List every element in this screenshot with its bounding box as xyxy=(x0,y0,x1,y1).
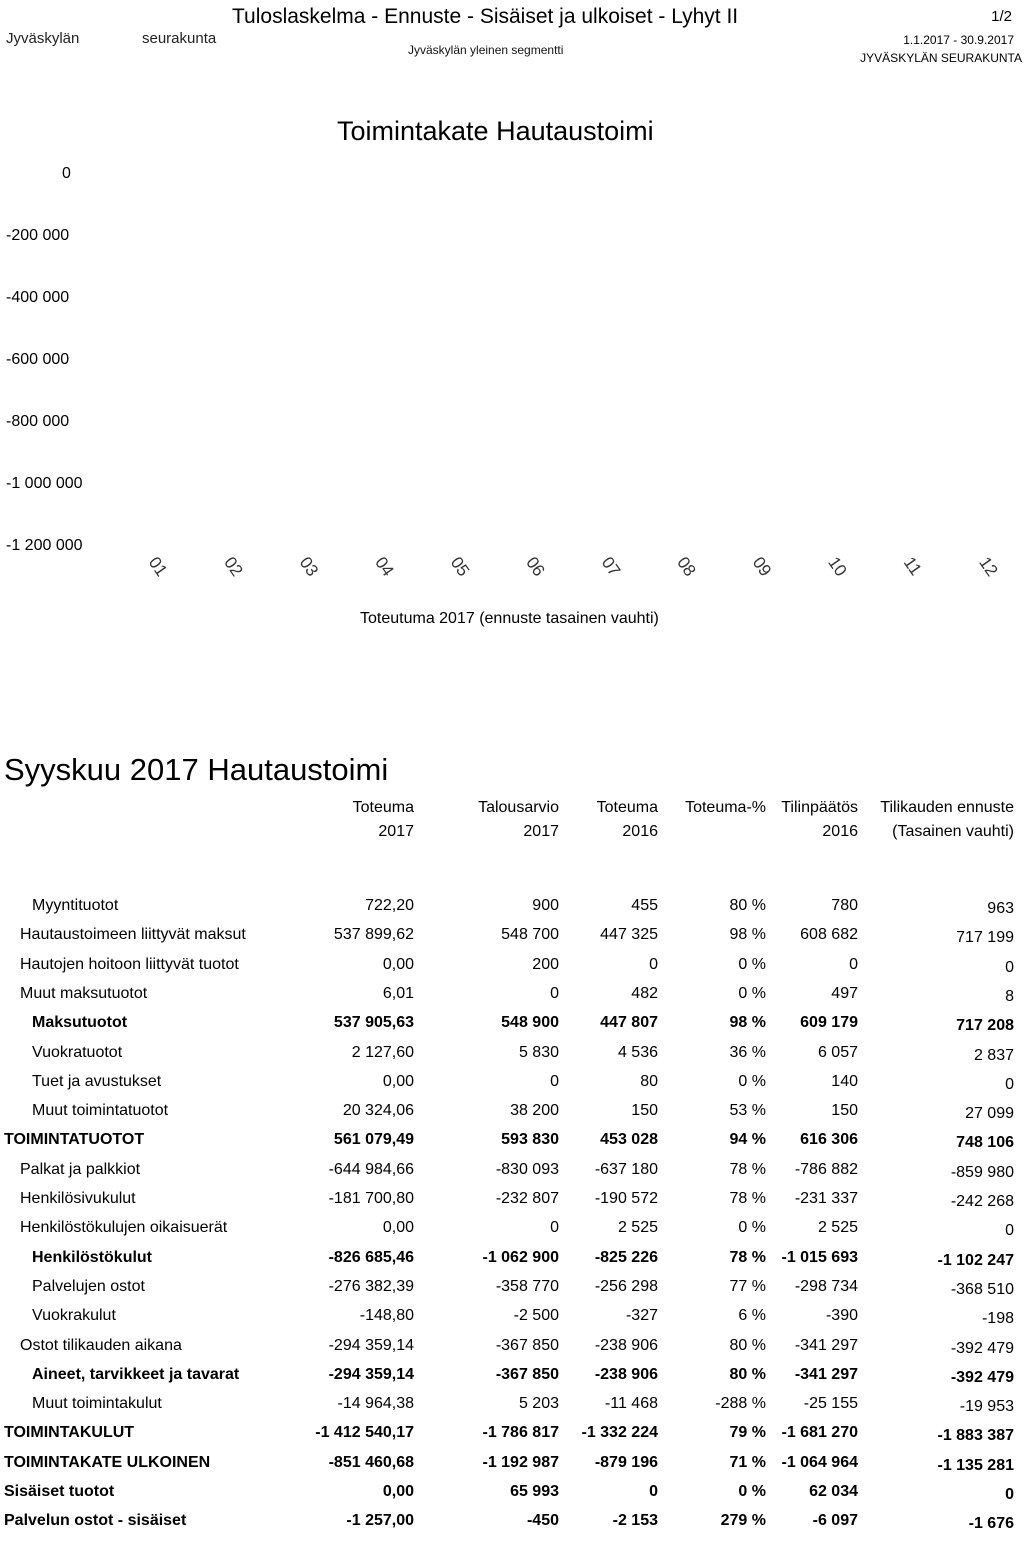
table-row xyxy=(0,956,1024,985)
row-value: -879 196 xyxy=(594,1453,658,1471)
x-tick-label: 01 xyxy=(144,553,172,580)
x-tick-label: 11 xyxy=(899,553,926,579)
row-label: Myyntituotot xyxy=(32,897,119,914)
row-value: 80 % xyxy=(729,1365,766,1383)
row-value: -242 268 xyxy=(950,1193,1014,1210)
row-value: 79 % xyxy=(729,1424,766,1442)
row-value: 0 xyxy=(550,984,559,1002)
row-value: 616 306 xyxy=(800,1131,858,1149)
row-value: -358 770 xyxy=(495,1277,559,1295)
row-value: -294 359,14 xyxy=(328,1336,414,1354)
column-header-line1: Tilikauden ennuste xyxy=(880,799,1014,816)
row-value: -826 685,46 xyxy=(328,1248,414,1266)
column-header-line2: 2016 xyxy=(822,823,858,840)
row-value: 537 899,62 xyxy=(333,926,414,944)
row-value: -1 681 270 xyxy=(781,1424,858,1442)
row-value: -1 135 281 xyxy=(937,1456,1014,1474)
table-row xyxy=(0,1278,1024,1307)
row-value: -1 015 693 xyxy=(781,1248,858,1266)
row-value: 98 % xyxy=(729,926,766,944)
table-row xyxy=(0,1337,1024,1366)
row-value: 497 xyxy=(831,984,858,1002)
row-value: -288 % xyxy=(715,1395,766,1413)
y-tick-label: -1 000 000 xyxy=(6,475,83,492)
row-value: 94 % xyxy=(729,1131,766,1149)
row-value: -327 xyxy=(625,1307,658,1325)
header-org-upper: JYVÄSKYLÄN SEURAKUNTA xyxy=(860,51,1022,65)
row-value: 53 % xyxy=(729,1102,766,1120)
column-header-line2: 2017 xyxy=(523,823,559,840)
row-value: 0 xyxy=(849,955,858,973)
row-value: 0 % xyxy=(738,955,766,973)
row-value: 150 xyxy=(631,1102,658,1120)
row-value: 78 % xyxy=(729,1190,766,1207)
y-tick-label: -200 000 xyxy=(6,227,70,244)
row-value: -392 479 xyxy=(950,1368,1014,1386)
row-value: -232 807 xyxy=(495,1190,559,1207)
column-header-line1: Tilinpäätös xyxy=(781,799,858,816)
row-value: -786 882 xyxy=(794,1160,858,1178)
row-value: 0 % xyxy=(738,1219,766,1237)
row-value: 38 200 xyxy=(510,1102,559,1120)
row-value: 447 807 xyxy=(600,1014,658,1032)
row-value: 6 % xyxy=(738,1307,766,1325)
row-value: 65 993 xyxy=(510,1483,559,1500)
report-period: 1.1.2017 - 30.9.2017 xyxy=(903,33,1014,47)
row-value: -2 500 xyxy=(513,1307,559,1325)
row-value: 0 xyxy=(1005,958,1014,976)
row-value: 0 % xyxy=(738,1483,766,1500)
x-tick-label: 12 xyxy=(975,553,1002,580)
row-value: -1 192 987 xyxy=(482,1453,559,1471)
row-value: -11 468 xyxy=(604,1395,658,1413)
table-row xyxy=(0,1454,1024,1483)
row-value: 609 179 xyxy=(800,1014,858,1032)
page-number: 1/2 xyxy=(991,8,1012,25)
y-tick-label: -800 000 xyxy=(6,413,70,430)
row-value: -644 984,66 xyxy=(328,1160,414,1178)
header-org-suffix: seurakunta xyxy=(142,30,217,47)
row-value: -6 097 xyxy=(812,1512,858,1530)
row-value: 78 % xyxy=(729,1248,766,1266)
column-header xyxy=(478,796,559,844)
table-title: Syyskuu 2017 Hautaustoimi xyxy=(4,752,389,787)
row-value: 36 % xyxy=(729,1043,766,1061)
row-label: Tuet ja avustukset xyxy=(32,1072,162,1090)
row-value: 608 682 xyxy=(800,926,858,944)
row-value: -450 xyxy=(526,1512,559,1530)
row-value: -851 460,68 xyxy=(328,1453,414,1471)
row-value: -298 734 xyxy=(794,1277,858,1295)
row-value: 279 % xyxy=(720,1512,766,1530)
x-tick-label: 05 xyxy=(446,553,474,580)
row-label: Palvelun ostot - sisäiset xyxy=(4,1512,187,1530)
row-value: -238 906 xyxy=(594,1365,658,1383)
row-label: TOIMINTAKULUT xyxy=(4,1424,135,1442)
row-label: Henkilöstökulujen oikaisuerät xyxy=(20,1219,228,1237)
row-value: 5 830 xyxy=(518,1043,559,1061)
row-label: Henkilöstökulut xyxy=(32,1248,153,1266)
row-value: 482 xyxy=(631,984,658,1002)
row-value: -367 850 xyxy=(495,1336,559,1354)
row-value: -276 382,39 xyxy=(328,1277,414,1295)
row-label: Palvelujen ostot xyxy=(32,1277,145,1295)
table-row xyxy=(0,1131,1024,1160)
x-tick-label: 03 xyxy=(295,553,323,580)
table-row xyxy=(0,1073,1024,1102)
row-value: 0 xyxy=(1005,1486,1014,1503)
row-label: Muut toimintatuotot xyxy=(32,1102,169,1120)
row-label: Ostot tilikauden aikana xyxy=(20,1336,182,1354)
row-value: 80 % xyxy=(729,897,766,914)
row-value: -1 257,00 xyxy=(346,1512,414,1530)
column-header-line1: Toteuma xyxy=(596,799,658,816)
row-value: 0 xyxy=(550,1219,559,1237)
row-value: 900 xyxy=(532,897,559,914)
table-row xyxy=(0,1395,1024,1424)
table-row xyxy=(0,1161,1024,1190)
row-value: -190 572 xyxy=(594,1190,658,1207)
y-tick-label: -1 200 000 xyxy=(6,537,83,554)
chart-legend: Toteutuma 2017 (ennuste tasainen vauhti) xyxy=(360,610,659,627)
row-label: Muut maksutuotot xyxy=(20,984,148,1002)
table-row xyxy=(0,1190,1024,1219)
row-value: -1 064 964 xyxy=(781,1453,858,1471)
row-label: Aineet, tarvikkeet ja tavarat xyxy=(32,1365,240,1383)
row-value: 748 106 xyxy=(956,1134,1014,1152)
row-value: 447 325 xyxy=(600,926,658,944)
row-value: 98 % xyxy=(729,1014,766,1032)
y-tick-label: -400 000 xyxy=(6,289,70,306)
row-value: 78 % xyxy=(729,1160,766,1178)
row-value: 2 837 xyxy=(973,1046,1014,1064)
segment-label: Jyväskylän yleinen segmentti xyxy=(408,43,564,57)
row-value: -367 850 xyxy=(495,1365,559,1383)
row-value: 963 xyxy=(987,900,1014,917)
row-value: 6,01 xyxy=(382,984,414,1002)
chart-title: Toimintakate Hautaustoimi xyxy=(337,116,654,146)
row-label: TOIMINTAKATE ULKOINEN xyxy=(4,1453,211,1471)
row-label: Vuokratuotot xyxy=(32,1043,123,1061)
row-value: 0 xyxy=(1005,1222,1014,1240)
x-tick-label: 06 xyxy=(522,553,549,580)
row-value: 4 536 xyxy=(617,1043,658,1061)
column-header xyxy=(880,796,1014,844)
x-tick-label: 10 xyxy=(824,553,851,580)
row-value: 548 900 xyxy=(501,1014,559,1032)
x-tick-label: 08 xyxy=(673,553,700,580)
row-label: Hautaustoimeen liittyvät maksut xyxy=(20,926,246,944)
row-value: 722,20 xyxy=(365,897,414,914)
row-value: -198 xyxy=(981,1310,1014,1328)
row-value: -341 297 xyxy=(794,1336,858,1354)
table-row xyxy=(0,985,1024,1014)
row-value: -390 xyxy=(825,1307,858,1325)
column-header-line2: 2017 xyxy=(378,823,414,840)
x-tick-label: 04 xyxy=(371,553,398,580)
row-value: -859 980 xyxy=(950,1163,1014,1181)
row-value: -341 297 xyxy=(794,1365,858,1383)
x-tick-label: 09 xyxy=(748,553,776,580)
row-value: -637 180 xyxy=(594,1160,658,1178)
row-value: -148,80 xyxy=(359,1307,414,1325)
table-row xyxy=(0,1307,1024,1336)
row-value: 537 905,63 xyxy=(333,1014,414,1032)
row-value: 0 % xyxy=(738,984,766,1002)
row-value: 717 199 xyxy=(956,929,1014,947)
row-value: -1 062 900 xyxy=(482,1248,559,1266)
row-label: Muut toimintakulut xyxy=(32,1395,162,1413)
column-header-line1: Toteuma xyxy=(352,799,414,816)
table-row xyxy=(0,1366,1024,1395)
row-value: 2 525 xyxy=(617,1219,658,1237)
row-label: Henkilösivukulut xyxy=(20,1190,136,1207)
row-label: Hautojen hoitoon liittyvät tuotot xyxy=(20,955,239,973)
table-row xyxy=(0,1219,1024,1248)
table-row xyxy=(0,897,1024,926)
row-value: -392 479 xyxy=(950,1339,1014,1357)
row-value: -19 953 xyxy=(959,1398,1014,1416)
table-row xyxy=(0,926,1024,955)
row-value: -256 298 xyxy=(594,1277,658,1295)
column-header xyxy=(685,796,766,820)
row-value: 8 xyxy=(1005,987,1014,1005)
report-title: Tuloslaskelma - Ennuste - Sisäiset ja ulkoiset - Lyhyt II xyxy=(232,5,739,28)
x-tick-label: 07 xyxy=(597,553,625,580)
row-value: -1 412 540,17 xyxy=(315,1424,414,1442)
table-row xyxy=(0,1424,1024,1453)
row-value: -1 883 387 xyxy=(937,1427,1014,1445)
column-header-line1: Toteuma-% xyxy=(685,799,766,816)
row-value: 6 057 xyxy=(817,1043,858,1061)
y-tick-label: -600 000 xyxy=(6,351,70,368)
table-row xyxy=(0,1512,1024,1541)
row-value: -238 906 xyxy=(594,1336,658,1354)
table-row xyxy=(0,1483,1024,1512)
row-label: Maksutuotot xyxy=(32,1014,128,1032)
row-value: 5 203 xyxy=(518,1395,559,1413)
column-header xyxy=(353,796,414,844)
row-value: -1 676 xyxy=(968,1515,1014,1533)
row-value: 455 xyxy=(631,897,658,914)
row-value: -25 155 xyxy=(803,1395,858,1413)
row-value: -231 337 xyxy=(794,1190,858,1207)
table-row xyxy=(0,1014,1024,1043)
column-header-line1: Talousarvio xyxy=(478,799,559,816)
row-value: -2 153 xyxy=(612,1512,658,1530)
row-value: 80 % xyxy=(729,1336,766,1354)
row-value: 548 700 xyxy=(501,926,559,944)
column-header-line2: 2016 xyxy=(622,823,658,840)
row-label: Vuokrakulut xyxy=(32,1307,116,1325)
row-value: 140 xyxy=(831,1072,858,1090)
column-header xyxy=(597,796,658,844)
header-org-name: Jyväskylän xyxy=(6,30,80,47)
column-header-line2: (Tasainen vauhti) xyxy=(892,823,1014,840)
row-value: -181 700,80 xyxy=(328,1190,414,1207)
row-value: 717 208 xyxy=(956,1017,1014,1035)
row-value: 453 028 xyxy=(600,1131,658,1149)
row-value: 0 xyxy=(550,1072,559,1090)
row-value: 0,00 xyxy=(382,955,414,973)
row-value: 2 127,60 xyxy=(351,1043,414,1061)
chart-area xyxy=(0,150,1024,650)
row-value: -825 226 xyxy=(594,1248,658,1266)
row-value: 0 % xyxy=(738,1072,766,1090)
x-tick-label: 02 xyxy=(220,553,247,580)
row-value: 20 324,06 xyxy=(342,1102,414,1120)
table-row xyxy=(0,1249,1024,1278)
row-value: 77 % xyxy=(729,1277,766,1295)
row-value: 561 079,49 xyxy=(333,1131,414,1149)
row-value: 80 xyxy=(640,1072,658,1090)
row-value: 0 xyxy=(649,955,658,973)
row-value: -830 093 xyxy=(495,1160,559,1178)
row-label: Palkat ja palkkiot xyxy=(20,1160,141,1178)
row-value: 62 034 xyxy=(809,1483,858,1500)
row-value: 27 099 xyxy=(965,1105,1014,1123)
row-value: 0 xyxy=(649,1483,658,1500)
row-value: 0,00 xyxy=(382,1219,414,1237)
table-row xyxy=(0,1102,1024,1131)
row-label: Sisäiset tuotot xyxy=(4,1483,115,1500)
row-value: -1 332 224 xyxy=(581,1424,658,1442)
row-value: -294 359,14 xyxy=(328,1365,414,1383)
row-value: 71 % xyxy=(729,1453,766,1471)
y-tick-label: 0 xyxy=(62,165,71,182)
row-value: -14 964,38 xyxy=(337,1395,414,1413)
row-value: -1 102 247 xyxy=(937,1251,1014,1269)
row-label: TOIMINTATUOTOT xyxy=(4,1131,145,1149)
row-value: 780 xyxy=(831,897,858,914)
row-value: -1 786 817 xyxy=(482,1424,559,1442)
row-value: 200 xyxy=(532,955,559,973)
row-value: 593 830 xyxy=(501,1131,559,1149)
row-value: 2 525 xyxy=(817,1219,858,1237)
row-value: 0,00 xyxy=(382,1072,414,1090)
column-header xyxy=(781,796,858,844)
table-row xyxy=(0,1044,1024,1073)
row-value: 0,00 xyxy=(382,1483,414,1500)
row-value: 150 xyxy=(831,1102,858,1120)
row-value: -368 510 xyxy=(950,1280,1014,1298)
row-value: 0 xyxy=(1005,1075,1014,1093)
